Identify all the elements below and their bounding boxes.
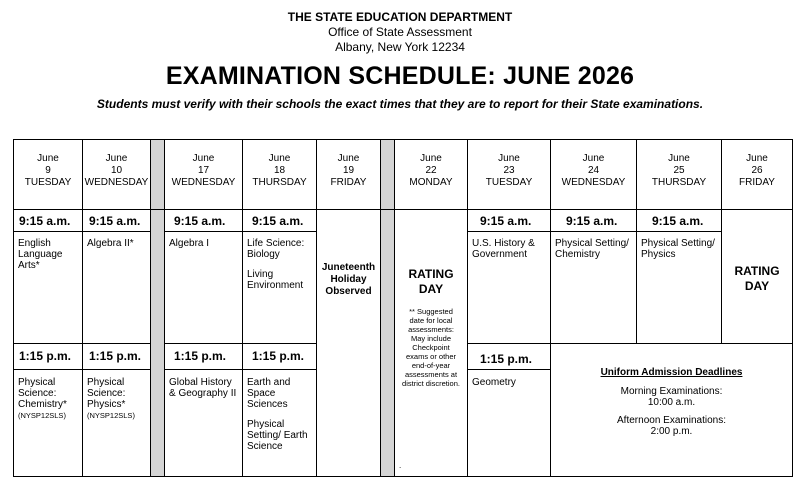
- column-border: [82, 139, 83, 477]
- exam-subject: Physical Science: Chemistry* (NYSP12SLS): [18, 377, 78, 421]
- day-header: June 17 WEDNESDAY: [171, 153, 236, 188]
- afternoon-time: 1:15 p.m.: [89, 349, 142, 363]
- column-border: [467, 139, 468, 477]
- morning-time: 9:15 a.m.: [566, 214, 618, 228]
- page-title: EXAMINATION SCHEDULE: JUNE 2026: [165, 62, 635, 90]
- day-header: June 10 WEDNESDAY: [84, 153, 149, 188]
- session-divider: [467, 343, 793, 344]
- day-header: June 18 THURSDAY: [252, 153, 307, 188]
- exam-subject: Earth and Space Sciences: [247, 377, 291, 410]
- juneteenth-notice: Juneteenth Holiday Observed: [321, 262, 376, 297]
- department-name: THE STATE EDUCATION DEPARTMENT: [287, 10, 513, 24]
- morning-time: 9:15 a.m.: [480, 214, 532, 228]
- time-row-divider: [164, 369, 316, 370]
- rating-day-note: ** Suggested date for local assessments: May include Checkpoint exams or other end-of-year assessments at district discretion.: [402, 307, 460, 388]
- exam-subject: Life Science: Biology: [247, 238, 305, 260]
- table-border-bottom: [13, 476, 793, 477]
- column-border: [150, 139, 151, 477]
- deadlines-title: Uniform Admission Deadlines: [600, 367, 743, 378]
- deadlines-morning-label: Morning Examinations:: [620, 386, 723, 397]
- deadlines-afternoon-time: 2:00 p.m.: [650, 426, 693, 437]
- day-header: June 25 THURSDAY: [651, 153, 707, 188]
- afternoon-time: 1:15 p.m.: [252, 349, 305, 363]
- afternoon-time: 1:15 p.m.: [174, 349, 227, 363]
- rating-day-label: RATING DAY: [408, 267, 454, 296]
- rating-day-label: RATING DAY: [734, 264, 780, 293]
- exam-subject: U.S. History & Government: [472, 238, 535, 260]
- office-address: Albany, New York 12234: [335, 40, 465, 54]
- standards-code: (NYSP12SLS): [18, 411, 66, 420]
- time-row-divider: [164, 231, 316, 232]
- deadlines-morning-time: 10:00 a.m.: [647, 397, 696, 408]
- time-row-divider: [467, 231, 721, 232]
- page-subtitle: Students must verify with their schools the exact times that they are to report for their State examinations.: [96, 97, 704, 111]
- column-border: [13, 139, 14, 477]
- day-header: June 23 TUESDAY: [485, 153, 533, 188]
- exam-subject: Geometry: [472, 377, 516, 388]
- deadlines-afternoon-label: Afternoon Examinations:: [617, 415, 726, 426]
- afternoon-time: 1:15 p.m.: [480, 352, 533, 366]
- table-border-top: [13, 139, 793, 140]
- column-border: [164, 139, 165, 477]
- exam-subject: Algebra II*: [87, 238, 134, 249]
- column-border: [380, 139, 381, 477]
- week-separator: [150, 139, 164, 476]
- afternoon-time: 1:15 p.m.: [19, 349, 72, 363]
- morning-time: 9:15 a.m.: [252, 214, 304, 228]
- day-header: June 19 FRIDAY: [330, 153, 367, 188]
- standards-code: (NYSP12SLS): [87, 411, 135, 420]
- morning-time: 9:15 a.m.: [652, 214, 704, 228]
- day-header: June 24 WEDNESDAY: [561, 153, 626, 188]
- exam-subject: English Language Arts*: [18, 238, 63, 271]
- rating-day-dot: .: [399, 461, 402, 470]
- day-header: June 22 MONDAY: [409, 153, 453, 188]
- column-border: [394, 139, 395, 477]
- time-row-divider: [467, 369, 550, 370]
- header-row-bottom: [13, 209, 793, 210]
- morning-time: 9:15 a.m.: [19, 214, 71, 228]
- office-name: Office of State Assessment: [328, 25, 472, 39]
- day-header: June 9 TUESDAY: [24, 153, 72, 188]
- admission-deadlines: [551, 367, 792, 437]
- morning-time: 9:15 a.m.: [89, 214, 141, 228]
- column-border: [316, 139, 317, 477]
- exam-subject: Physical Setting/ Physics: [641, 238, 715, 260]
- exam-subject: Physical Science: Physics* (NYSP12SLS): [87, 377, 147, 421]
- exam-subject: Algebra I: [169, 238, 210, 249]
- day-header: June 26 FRIDAY: [739, 153, 775, 188]
- morning-time: 9:15 a.m.: [174, 214, 226, 228]
- week-separator: [380, 139, 394, 476]
- table-border-right: [792, 139, 793, 477]
- exam-subject: Living Environment: [247, 269, 304, 291]
- exam-subject: Global History & Geography II: [169, 377, 237, 399]
- exam-subject: Physical Setting/ Earth Science: [247, 419, 308, 452]
- session-divider: [164, 343, 316, 344]
- column-border: [242, 139, 243, 477]
- exam-subject: Physical Setting/ Chemistry: [555, 238, 629, 260]
